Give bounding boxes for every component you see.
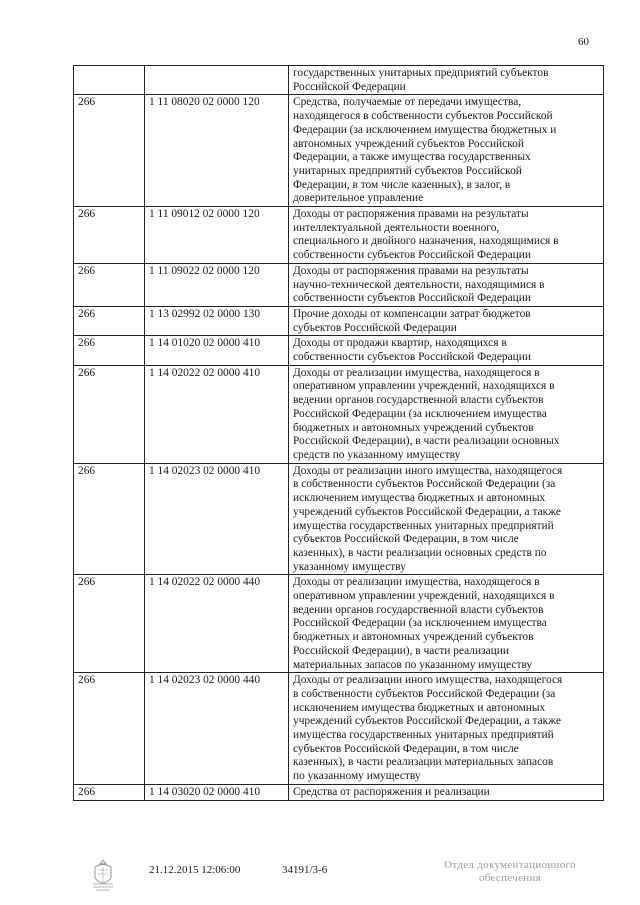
admin-code-cell: 266	[74, 784, 145, 800]
budget-code-cell: 1 11 09022 02 0000 120	[145, 263, 289, 306]
budget-codes-table	[73, 65, 604, 801]
budget-code-cell: 1 14 03020 02 0000 410	[145, 784, 289, 800]
budget-code-cell: 1 14 02022 02 0000 410	[145, 365, 289, 463]
revenue-name-cell: Доходы от реализации иного имущества, находящегося в собственности субъектов Российской Федерации (за исключением имущества бюджетных и автономных учреждений субъектов Российской Федерации, а также имущества государственных унитарных предприятий субъектов Российской Федерации, в том числе казенных), в части реализации материальных запасов по указанному имуществу	[289, 673, 604, 785]
table-row	[74, 207, 604, 264]
table-row	[74, 575, 604, 673]
revenue-name-cell: Доходы от реализации имущества, находящегося в оперативном управлении учреждений, находящихся в ведении органов государственной власти субъектов Российской Федерации (за исключением имущества бюджетных и автономных учреждений субъектов Российской Федерации), в части реализации основных средств по указанному имуществу	[289, 365, 604, 463]
budget-code-cell: 1 14 02023 02 0000 440	[145, 673, 289, 785]
admin-code-cell: 266	[74, 306, 145, 335]
budget-code-cell: 1 11 08020 02 0000 120	[145, 95, 289, 207]
revenue-name-cell: Доходы от распоряжения правами на результаты научно-технической деятельности, находящимися в собственности субъектов Российской Федерации	[289, 263, 604, 306]
table-row	[74, 263, 604, 306]
department-stamp: Отдел документационного обеспечения	[444, 859, 576, 884]
revenue-name-cell: Прочие доходы от компенсации затрат бюджетов субъектов Российской Федерации	[289, 306, 604, 335]
table-row	[74, 66, 604, 95]
revenue-name-cell: Доходы от распоряжения правами на результаты интеллектуальной деятельности военного, специального и двойного назначения, находящимися в собственности субъектов Российской Федерации	[289, 207, 604, 264]
page-number: 60	[578, 36, 589, 48]
budget-code-cell	[145, 66, 289, 95]
admin-code-cell: 266	[74, 336, 145, 365]
table-row	[74, 784, 604, 800]
document-footer	[0, 858, 640, 898]
budget-code-cell: 1 11 09012 02 0000 120	[145, 207, 289, 264]
budget-code-cell: 1 14 02023 02 0000 410	[145, 463, 289, 575]
admin-code-cell: 266	[74, 95, 145, 207]
admin-code-cell: 266	[74, 575, 145, 673]
admin-code-cell: 266	[74, 263, 145, 306]
revenue-name-cell: Доходы от реализации иного имущества, находящегося в собственности субъектов Российской Федерации (за исключением имущества бюджетных и автономных учреждений субъектов Российской Федерации, а также имущества государственных унитарных предприятий субъектов Российской Федерации, в том числе казенных), в части реализации основных средств по указанному имуществу	[289, 463, 604, 575]
table-row	[74, 365, 604, 463]
document-datetime: 21.12.2015 12:06:00	[149, 864, 241, 876]
admin-code-cell: 266	[74, 673, 145, 785]
revenue-name-cell: Средства от распоряжения и реализации	[289, 784, 604, 800]
coat-of-arms-icon	[90, 858, 116, 892]
revenue-name-cell: Доходы от реализации имущества, находящегося в оперативном управлении учреждений, находящихся в ведении органов государственной власти субъектов Российской Федерации (за исключением имущества бюджетных и автономных учреждений субъектов Российской Федерации), в части реализации материальных запасов по указанному имуществу	[289, 575, 604, 673]
admin-code-cell: 266	[74, 207, 145, 264]
revenue-name-cell: Средства, получаемые от передачи имущества, находящегося в собственности субъектов Российской Федерации (за исключением имущества бюджетных и автономных учреждений субъектов Российской Федерации, а также имущества государственных унитарных предприятий субъектов Российской Федерации, в том числе казенных), в залог, в доверительное управление	[289, 95, 604, 207]
document-number: 34191/3-6	[282, 864, 328, 876]
admin-code-cell: 266	[74, 463, 145, 575]
table-row	[74, 463, 604, 575]
table-row	[74, 673, 604, 785]
budget-code-cell: 1 13 02992 02 0000 130	[145, 306, 289, 335]
revenue-name-cell: Доходы от продажи квартир, находящихся в собственности субъектов Российской Федерации	[289, 336, 604, 365]
budget-code-cell: 1 14 01020 02 0000 410	[145, 336, 289, 365]
admin-code-cell	[74, 66, 145, 95]
budget-code-cell: 1 14 02022 02 0000 440	[145, 575, 289, 673]
table-row	[74, 95, 604, 207]
admin-code-cell: 266	[74, 365, 145, 463]
table-row	[74, 336, 604, 365]
revenue-name-cell: государственных унитарных предприятий субъектов Российской Федерации	[289, 66, 604, 95]
table-row	[74, 306, 604, 335]
